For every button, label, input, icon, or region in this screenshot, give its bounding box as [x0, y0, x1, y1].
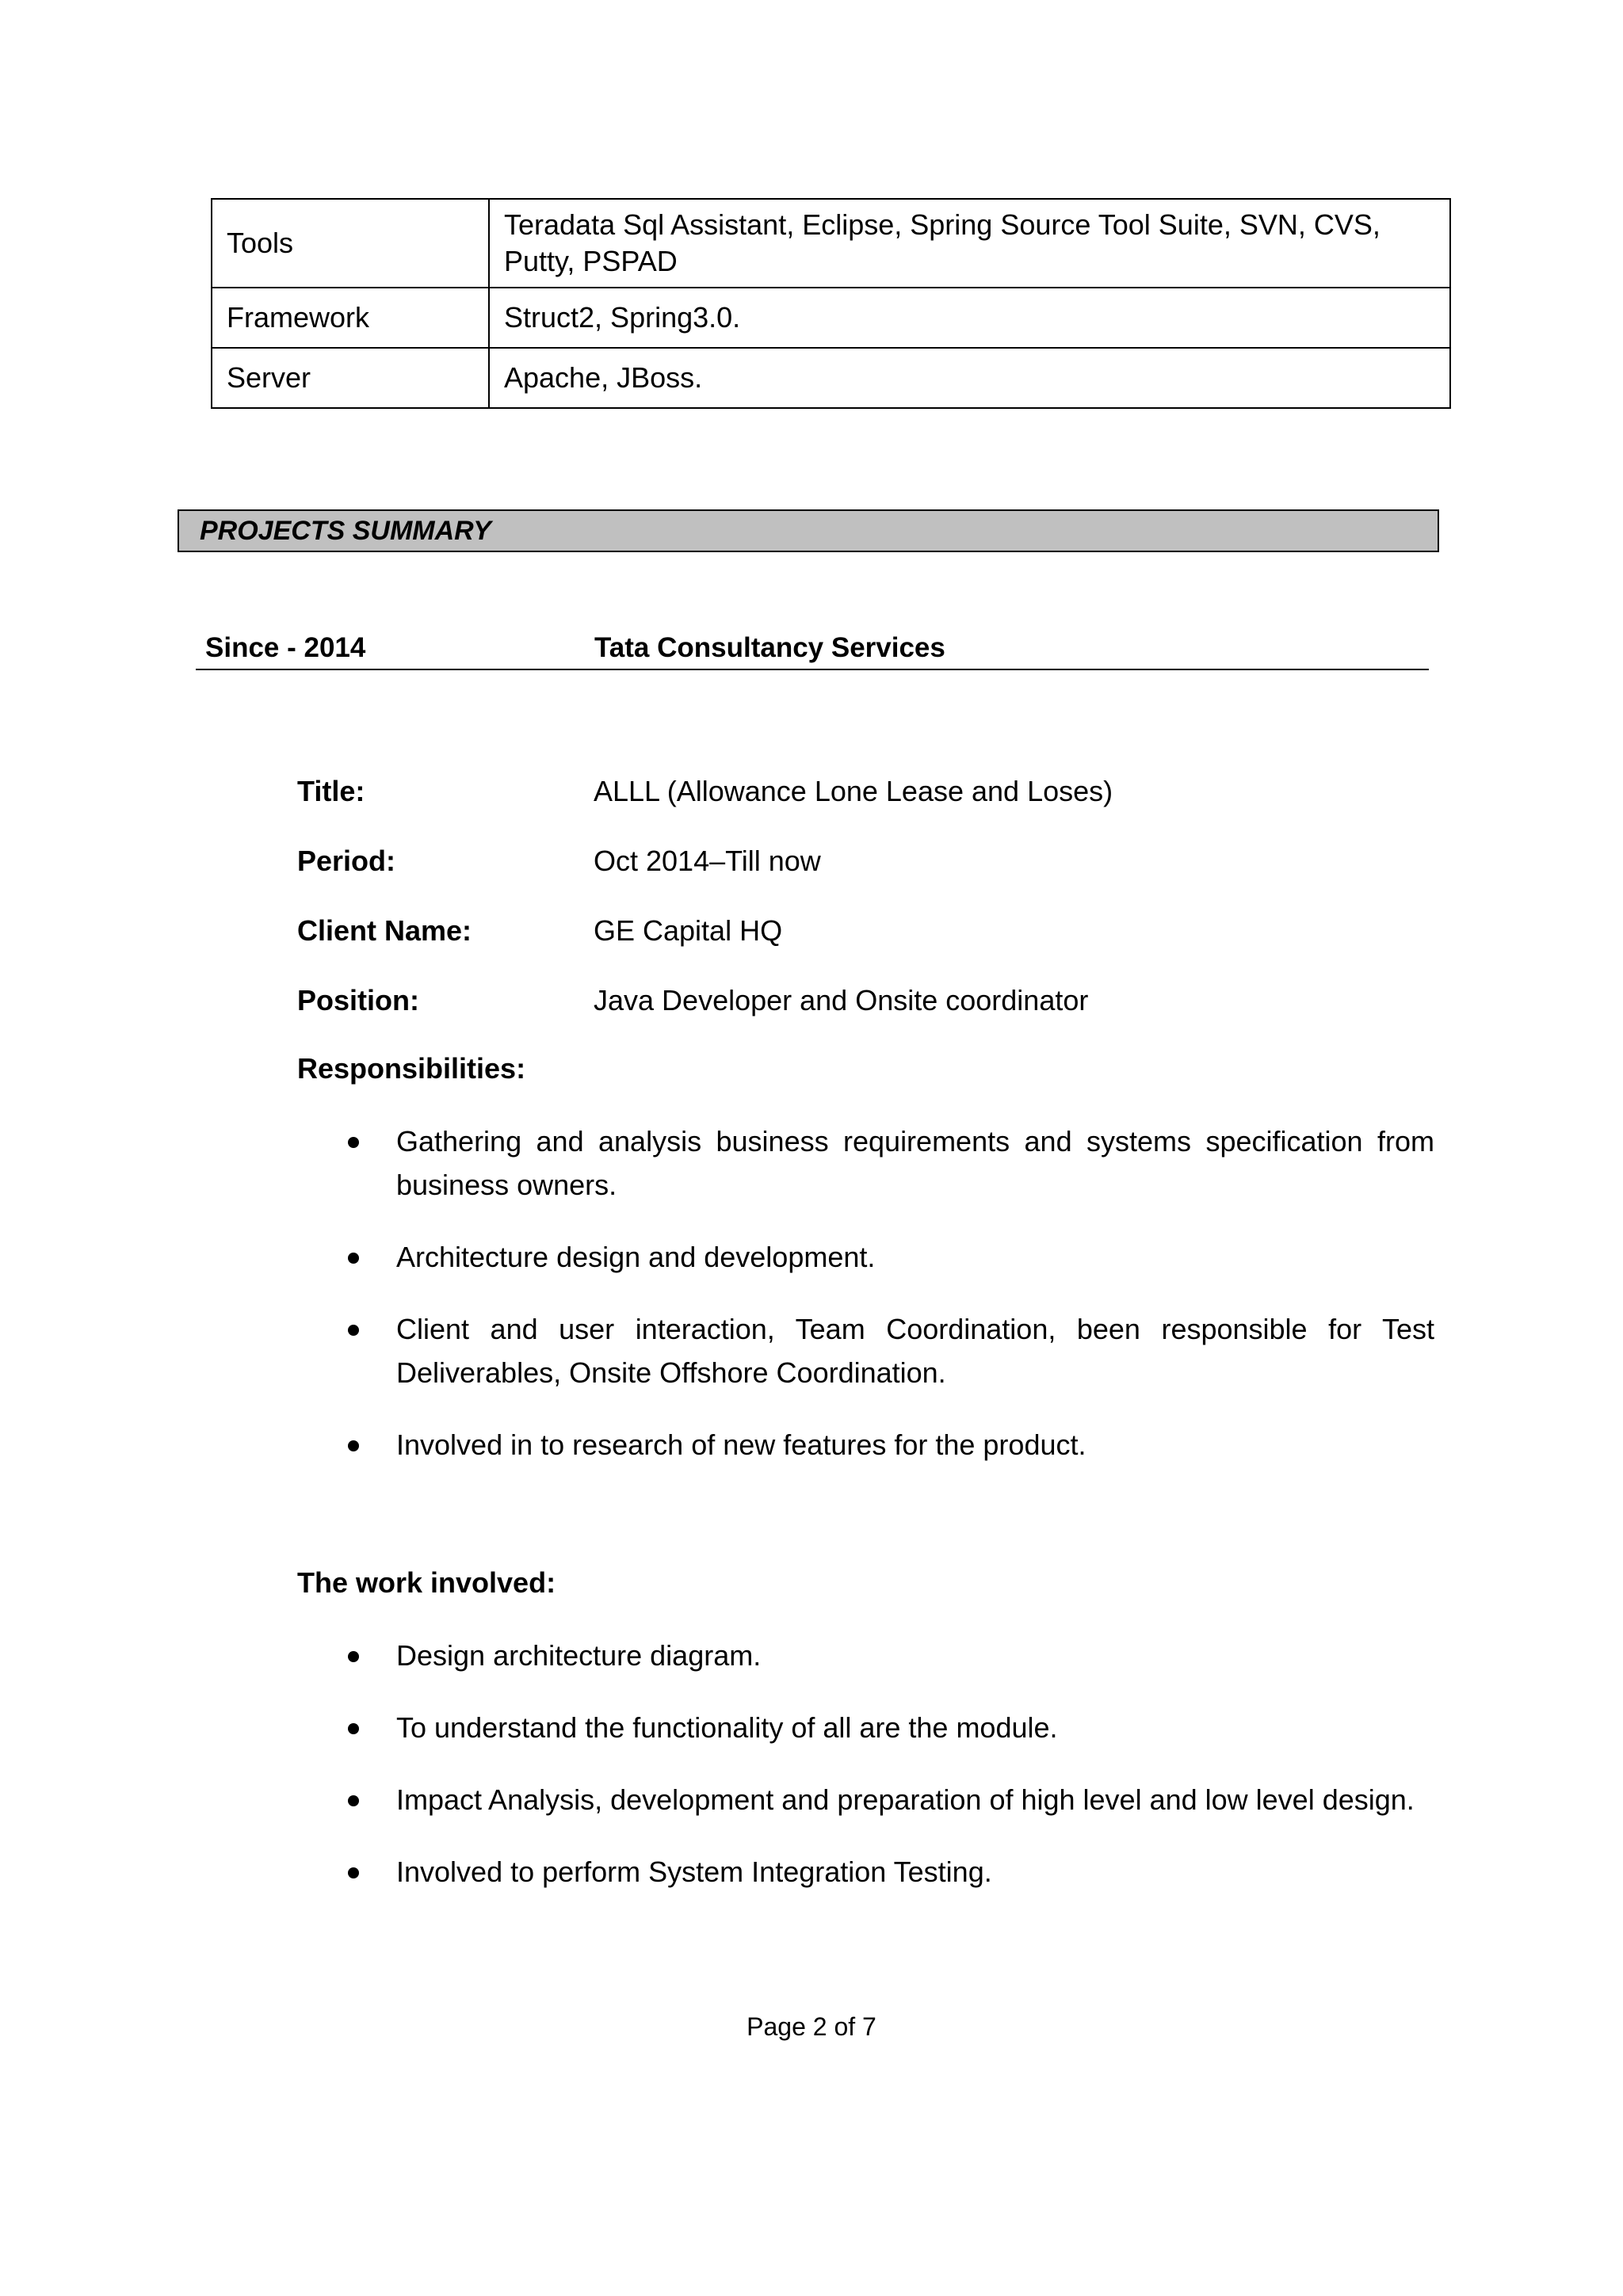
employment-since: Since - 2014 [205, 632, 366, 663]
employment-row [196, 632, 1429, 670]
list-item: Involved to perform System Integration Testing. [341, 1850, 1434, 1894]
list-item: Gathering and analysis business requirements and systems specification from business owners. [341, 1119, 1434, 1207]
employment-company: Tata Consultancy Services [594, 632, 945, 663]
skill-value-server: Apache, JBoss. [489, 348, 1450, 408]
project-title-value: ALLL (Allowance Lone Lease and Loses) [594, 775, 1113, 807]
work-involved-heading: The work involved: [297, 1566, 556, 1599]
project-period-label: Period: [297, 845, 396, 877]
list-item: To understand the functionality of all are the module. [341, 1706, 1434, 1749]
table-row [212, 288, 1450, 348]
project-client-label: Client Name: [297, 914, 472, 947]
project-period-value: Oct 2014–Till now [594, 845, 821, 877]
list-item: Involved in to research of new features for the product. [341, 1423, 1434, 1466]
skill-label-framework: Framework [212, 288, 489, 348]
responsibilities-list [341, 1119, 1434, 1466]
project-title-label: Title: [297, 775, 365, 807]
list-item: Client and user interaction, Team Coordination, been responsible for Test Deliverables, Onsite Offshore Coordination. [341, 1307, 1434, 1394]
responsibilities-heading: Responsibilities: [297, 1052, 526, 1085]
project-client-value: GE Capital HQ [594, 914, 783, 947]
section-header-bar [178, 509, 1439, 552]
table-row [212, 199, 1450, 288]
section-title: PROJECTS SUMMARY [200, 515, 491, 546]
skill-value-framework: Struct2, Spring3.0. [489, 288, 1450, 348]
list-item: Architecture design and development. [341, 1235, 1434, 1279]
project-position-value: Java Developer and Onsite coordinator [594, 984, 1089, 1016]
list-item: Design architecture diagram. [341, 1634, 1434, 1677]
skills-table [211, 198, 1451, 409]
skill-label-server: Server [212, 348, 489, 408]
table-row [212, 348, 1450, 408]
work-involved-list [341, 1634, 1434, 1894]
skill-label-tools: Tools [212, 199, 489, 288]
project-position-label: Position: [297, 984, 419, 1016]
skill-value-tools: Teradata Sql Assistant, Eclipse, Spring Source Tool Suite, SVN, CVS, Putty, PSPAD [489, 199, 1450, 288]
list-item: Impact Analysis, development and preparation of high level and low level design. [341, 1778, 1434, 1821]
page-footer: Page 2 of 7 [747, 2012, 876, 2041]
